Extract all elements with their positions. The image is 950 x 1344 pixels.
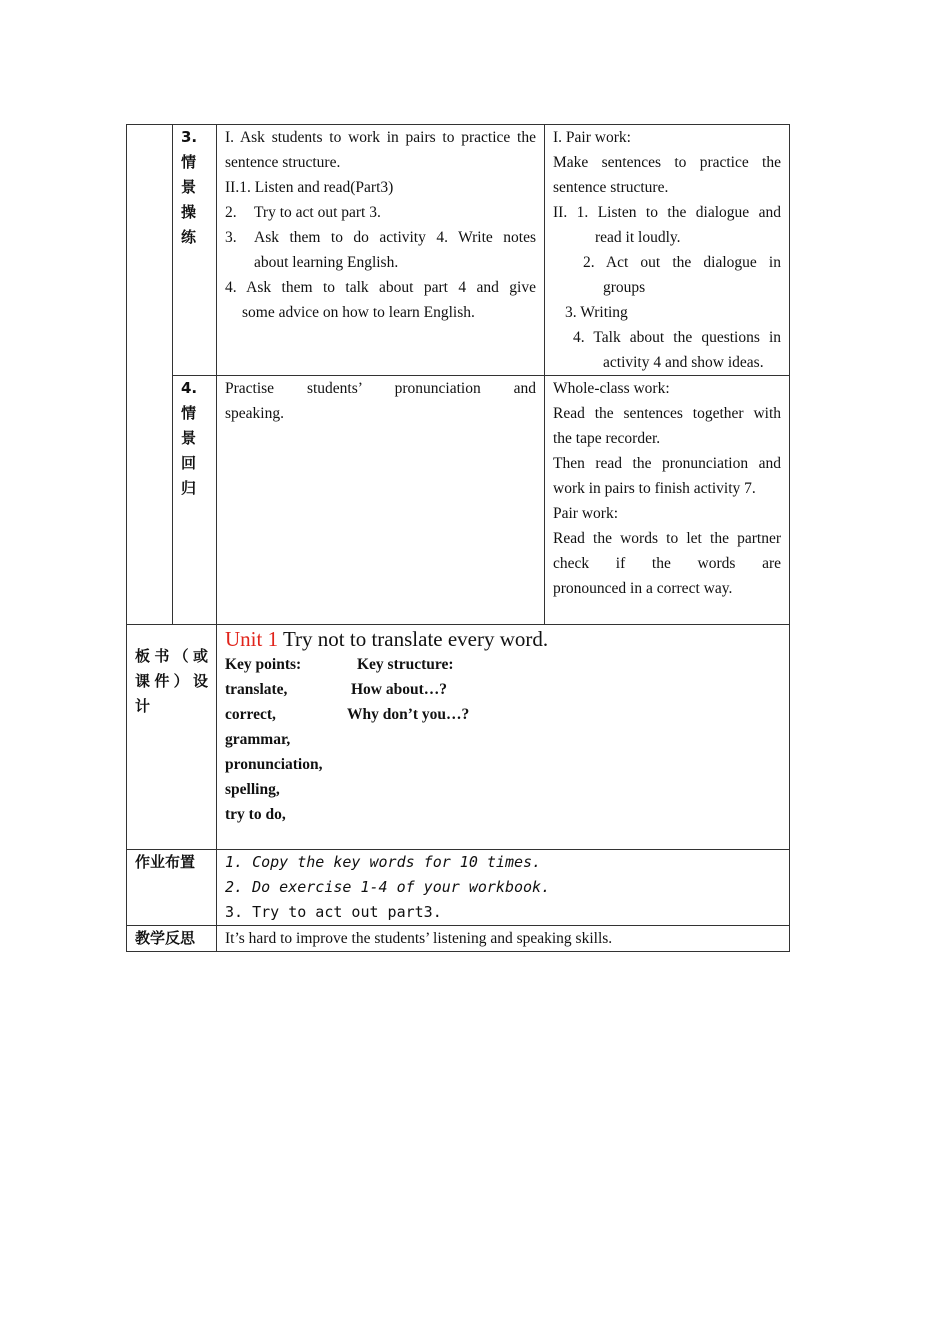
stage-3-label: 3. 情 景 操 练 bbox=[173, 125, 217, 376]
stage-3-teacher-activity: I. Ask students to work in pairs to practice the sentence structure. II.1. Listen and read(Part3) 2. Try to act out part 3. 3. Ask them to do activity 4. Write notes about learning English. 4. Ask them to talk about part 4 and give some advice on how to learn English. bbox=[217, 125, 545, 376]
stage-4-label: 4. 情 景 回 归 bbox=[173, 376, 217, 625]
stage-4-student-activity: Whole-class work: Read the sentences together with the tape recorder. Then read the pronunciation and work in pairs to finish activity 7. Pair work: Read the words to let the partner check if the words are pronounced in a correct way. bbox=[545, 376, 790, 625]
table-row-stage-3 bbox=[127, 125, 790, 376]
homework-item: 2. Do exercise 1-4 of your workbook. bbox=[225, 878, 551, 896]
board-design-label: 板书（或 课件）设 计 bbox=[127, 625, 217, 850]
reflection-label: 教学反思 bbox=[127, 926, 217, 952]
table-row-stage-4 bbox=[127, 376, 790, 625]
stage-group-cell bbox=[127, 125, 173, 625]
board-design-content: Unit 1 Try not to translate every word. Key points: Key structure: translate, How about…? correct, Why don’t you…? grammar, pronunciation, spelling, try to do, bbox=[217, 625, 790, 850]
lesson-plan-table bbox=[126, 124, 790, 952]
stage-4-teacher-activity: Practise students’ pronunciation and speaking. bbox=[217, 376, 545, 625]
table-row-homework bbox=[127, 850, 790, 926]
table-row-reflection bbox=[127, 926, 790, 952]
stage-3-student-activity: I. Pair work: Make sentences to practice the sentence structure. II. 1. Listen to the dialogue and read it loudly. 2. Act out the dialogue in groups 3. Writing 4. Talk about the questions in activity 4 and show ideas. bbox=[545, 125, 790, 376]
homework-item: 1. Copy the key words for 10 times. bbox=[225, 853, 542, 871]
homework-content bbox=[217, 850, 790, 926]
board-title: Unit 1 Try not to translate every word. bbox=[225, 627, 549, 651]
homework-item: 3. Try to act out part3. bbox=[225, 903, 442, 921]
homework-label: 作业布置 bbox=[127, 850, 217, 926]
reflection-content: It’s hard to improve the students’ listening and speaking skills. bbox=[217, 926, 790, 952]
table-row-board-design bbox=[127, 625, 790, 850]
